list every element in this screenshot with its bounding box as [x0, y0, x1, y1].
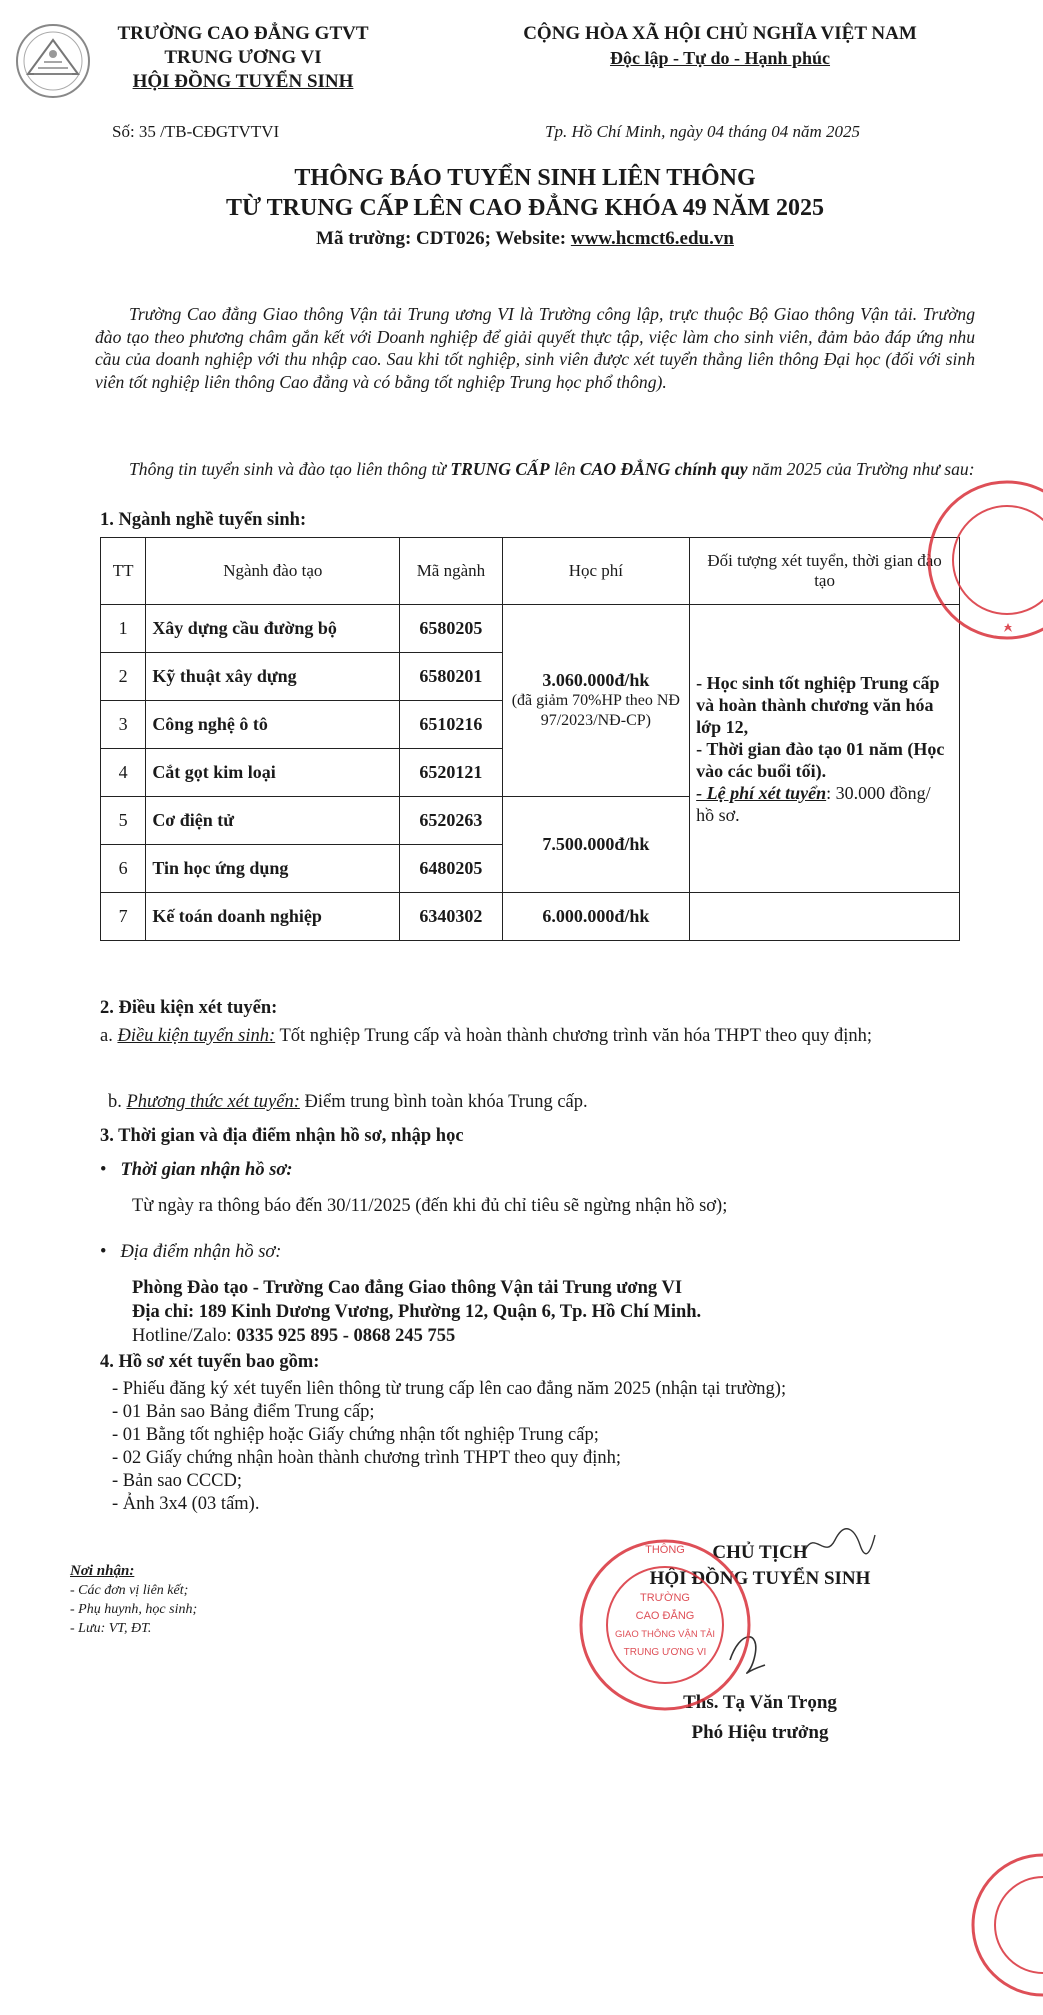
- document-number: Số: 35 /TB-CĐGTVTVI: [112, 122, 280, 141]
- row-program: Tin học ứng dụng: [146, 845, 400, 893]
- table-row: [101, 893, 960, 941]
- list-item: - 01 Bằng tốt nghiệp hoặc Giấy chứng nhận tốt nghiệp Trung cấp;: [112, 1425, 599, 1445]
- list-item: - Ảnh 3x4 (03 tấm).: [112, 1494, 260, 1514]
- stamp-line4: TRUNG ƯƠNG VI: [623, 1647, 707, 1658]
- condition-b: [108, 1090, 588, 1114]
- intro-paragraph: Trường Cao đẳng Giao thông Vận tải Trung ương VI là Trường công lập, trực thuộc Bộ Giao thông Vận tải. Trường đào tạo theo phương châm gắn kết với Doanh nghiệp để giải quyết thực tập, việc làm cho sinh viên, đảm bảo đáp ứng nhu cầu của doanh nghiệp với thu nhập cao. Sau khi tốt nghiệp, sinh viên được xét tuyển thẳng liên thông Đại học (đối với sinh viên tốt nghiệp liên thông Cao đẳng và có bằng tốt nghiệp Trung học phổ thông).: [95, 304, 975, 392]
- place-line1: Phòng Đào tạo - Trường Cao đẳng Giao thông Vận tải Trung ương VI: [132, 1278, 683, 1298]
- hotline-value: 0335 925 895 - 0868 245 755: [236, 1326, 456, 1346]
- object-fee-label: - Lệ phí xét tuyển: [696, 782, 827, 803]
- section4-title: 4. Hồ sơ xét tuyển bao gồm:: [100, 1352, 320, 1372]
- stamp-ring-text: THÔNG: [645, 1544, 685, 1556]
- org-line1: TRƯỜNG CAO ĐẲNG GTVT: [117, 23, 369, 44]
- intro-text-a: Thông tin tuyển sinh và đào tạo liên thông từ: [129, 459, 451, 479]
- country-motto: Độc lập - Tự do - Hạnh phúc: [609, 48, 831, 68]
- row-program: Cơ điện tử: [146, 797, 400, 845]
- list-item: - 02 Giấy chứng nhận hoàn thành chương trình THPT theo quy định;: [112, 1448, 622, 1468]
- condition-a-prefix: a.: [100, 1026, 118, 1046]
- condition-a-text: Tốt nghiệp Trung cấp và hoàn thành chương trình văn hóa THPT theo quy định;: [275, 1026, 873, 1046]
- recipients: [70, 1562, 197, 1638]
- list-item: - Bản sao CCCD;: [112, 1471, 243, 1491]
- list-item: - Phiếu đăng ký xét tuyển liên thông từ trung cấp lên cao đẳng năm 2025 (nhận tại trường);: [112, 1379, 787, 1399]
- fee-group1: [502, 605, 690, 797]
- header-program: Ngành đào tạo: [146, 538, 400, 605]
- title-line2: TỪ TRUNG CẤP LÊN CAO ĐẲNG KHÓA 49 NĂM 2025: [225, 195, 825, 221]
- signer-name: Ths. Tạ Văn Trọng: [683, 1692, 837, 1713]
- object-cell-empty: [690, 893, 960, 941]
- school-code: Mã trường: CDT026; Website:: [316, 228, 571, 249]
- bottom-stamp-icon: [948, 1850, 1043, 2000]
- row-tt: 7: [101, 893, 146, 941]
- place-label-row: [100, 1240, 281, 1264]
- row-code: 6510216: [400, 701, 502, 749]
- org-header: [108, 22, 378, 94]
- list-item: - Phụ huynh, học sinh;: [70, 1602, 198, 1617]
- object-line2: - Thời gian đào tạo 01 năm (Học vào các buổi tối).: [696, 738, 945, 781]
- header-tt: TT: [101, 538, 146, 605]
- section2-title: 2. Điều kiện xét tuyển:: [100, 998, 278, 1018]
- object-fee-value: : 30.000 đồng/ hồ sơ.: [696, 782, 931, 825]
- row-tt: 5: [101, 797, 146, 845]
- row-tt: 1: [101, 605, 146, 653]
- row-code: 6340302: [400, 893, 502, 941]
- hotline-label: Hotline/Zalo:: [132, 1326, 237, 1346]
- list-item: - Các đơn vị liên kết;: [70, 1583, 189, 1598]
- row-tt: 3: [101, 701, 146, 749]
- hotline-row: [132, 1324, 455, 1348]
- documents-list: [112, 1378, 786, 1516]
- org-line2: TRUNG ƯƠNG VI: [164, 47, 322, 68]
- bullet-icon: •: [100, 1160, 107, 1180]
- recipients-title: Nơi nhận:: [70, 1563, 135, 1579]
- time-text: Từ ngày ra thông báo đến 30/11/2025 (đến khi đủ chỉ tiêu sẽ ngừng nhận hồ sơ);: [132, 1196, 728, 1216]
- school-stamp-icon: [575, 1535, 755, 1715]
- row-program: Công nghệ ô tô: [146, 701, 400, 749]
- partial-stamp-icon: [912, 470, 1043, 650]
- stamp-line2: CAO ĐẲNG: [635, 1610, 695, 1622]
- row-tt: 4: [101, 749, 146, 797]
- stamp-line3: GIAO THÔNG VẬN TẢI: [615, 1629, 715, 1640]
- row-program: Kỹ thuật xây dựng: [146, 653, 400, 701]
- row-code: 6520263: [400, 797, 502, 845]
- time-label: Thời gian nhận hồ sơ:: [120, 1160, 293, 1180]
- fee-group2: 7.500.000đ/hk: [502, 797, 690, 893]
- row-program: Kế toán doanh nghiệp: [146, 893, 400, 941]
- row-code: 6480205: [400, 845, 502, 893]
- list-item: - Lưu: VT, ĐT.: [70, 1621, 152, 1636]
- condition-a: [100, 1024, 970, 1048]
- condition-a-label: Điều kiện tuyển sinh:: [117, 1026, 276, 1046]
- intro-text-e: năm 2025 của Trường như sau:: [747, 459, 975, 479]
- signer-title2: HỘI ĐỒNG TUYỂN SINH: [649, 1568, 871, 1589]
- row-tt: 2: [101, 653, 146, 701]
- section1-title: 1. Ngành nghề tuyển sinh:: [100, 510, 307, 530]
- section3-title: 3. Thời gian và địa điểm nhận hồ sơ, nhập học: [100, 1126, 464, 1146]
- header-code: Mã ngành: [400, 538, 502, 605]
- table-header-row: [101, 538, 960, 605]
- signer-position: Phó Hiệu trưởng: [691, 1722, 829, 1743]
- row-code: 6580201: [400, 653, 502, 701]
- list-item: - 01 Bản sao Bảng điểm Trung cấp;: [112, 1402, 375, 1422]
- school-logo-icon: [14, 22, 92, 100]
- condition-b-label: Phương thức xét tuyển:: [126, 1092, 300, 1112]
- row-tt: 6: [101, 845, 146, 893]
- place-label: Địa điểm nhận hồ sơ:: [120, 1242, 282, 1262]
- title-line1: THÔNG BÁO TUYỂN SINH LIÊN THÔNG: [294, 165, 756, 191]
- header-fee: Học phí: [502, 538, 690, 605]
- title-line3: [60, 228, 990, 250]
- country-header: [470, 22, 970, 70]
- intro-paragraph-2: [95, 458, 975, 481]
- row-program: Cắt gọt kim loại: [146, 749, 400, 797]
- website-link[interactable]: www.hcmct6.edu.vn: [570, 228, 734, 249]
- stamp-line1: TRƯỜNG: [640, 1592, 690, 1604]
- document-date: Tp. Hồ Chí Minh, ngày 04 tháng 04 năm 2025: [545, 122, 860, 141]
- header-object: Đối tượng xét tuyển, thời gian đào tạo: [690, 538, 960, 605]
- country-name: CỘNG HÒA XÃ HỘI CHỦ NGHĨA VIỆT NAM: [523, 23, 917, 44]
- signer-title1: CHỦ TỊCH: [712, 1542, 808, 1563]
- row-code: 6580205: [400, 605, 502, 653]
- programs-table: [100, 537, 960, 941]
- fee-group1-note: (đã giảm 70%HP theo NĐ 97/2023/NĐ-CP): [511, 692, 680, 729]
- fee-group3: 6.000.000đ/hk: [502, 893, 690, 941]
- intro-text-b: TRUNG CẤP: [450, 459, 550, 479]
- bullet-icon: •: [100, 1242, 107, 1262]
- condition-b-text: Điểm trung bình toàn khóa Trung cấp.: [299, 1092, 588, 1112]
- object-line1: - Học sinh tốt nghiệp Trung cấp và hoàn thành chương văn hóa lớp 12,: [696, 672, 940, 737]
- signature-flourish-icon: [800, 1525, 880, 1565]
- row-program: Xây dựng cầu đường bộ: [146, 605, 400, 653]
- time-label-row: [100, 1158, 293, 1182]
- condition-b-prefix: b.: [108, 1092, 127, 1112]
- fee-group1-amount: 3.060.000đ/hk: [542, 670, 650, 690]
- org-line3: HỘI ĐỒNG TUYỂN SINH: [132, 71, 354, 92]
- row-code: 6520121: [400, 749, 502, 797]
- intro-text-c: lên: [549, 459, 580, 479]
- place-line2: Địa chỉ: 189 Kinh Dương Vương, Phường 12, Quận 6, Tp. Hồ Chí Minh.: [132, 1302, 702, 1322]
- table-row: [101, 605, 960, 653]
- intro-text-d: CAO ĐẲNG chính quy: [579, 459, 748, 479]
